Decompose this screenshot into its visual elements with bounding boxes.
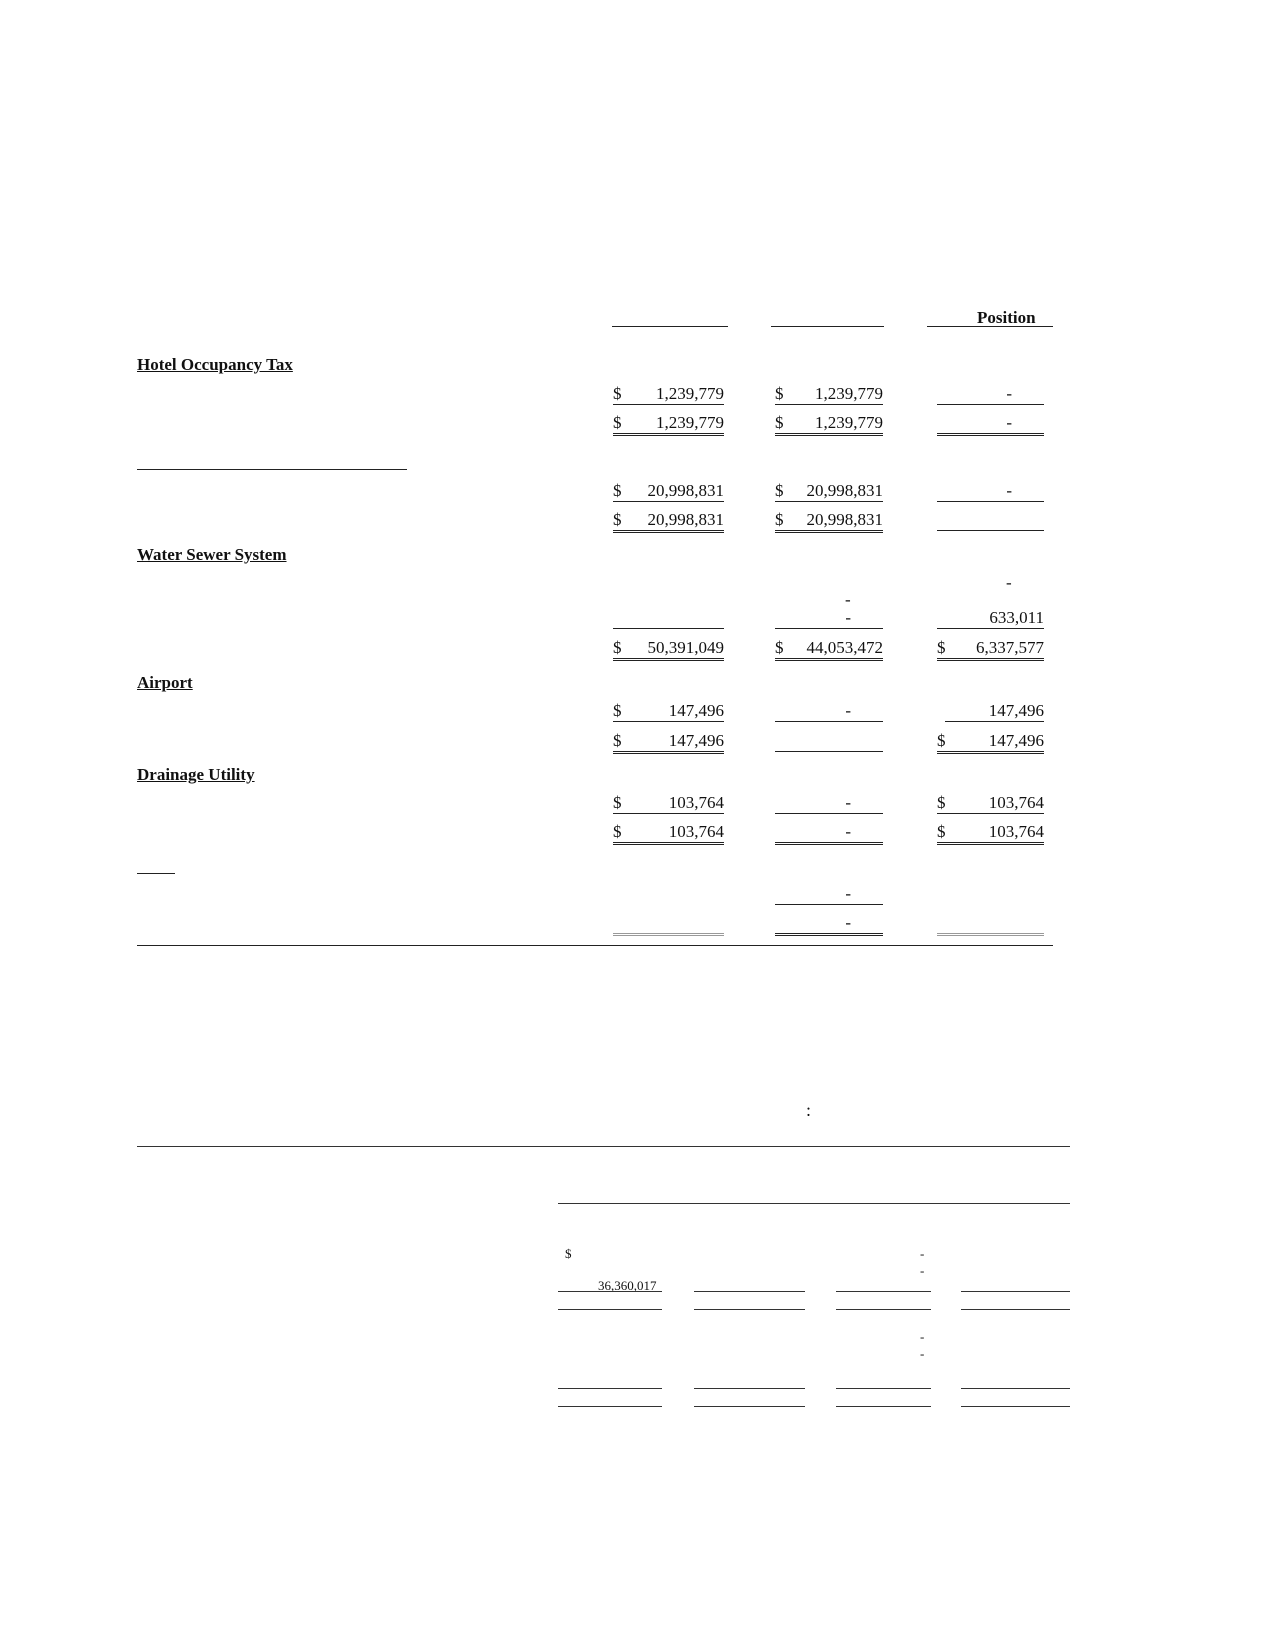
column-3-header-rule [927,326,1053,327]
water-row3-col3: 633,011 [937,608,1044,629]
hotel-row1-col1: $ 1,239,779 [613,384,724,403]
lower-rule-c2-b [694,1309,805,1310]
lower-currency-symbol: $ [565,1246,572,1261]
airport-row1-col1: $ 147,496 [613,701,724,720]
lower-rule-c2-c [694,1388,805,1389]
hotel-total-col2: $ 1,239,779 [775,413,883,436]
section2-total-col3 [937,510,1044,531]
section2-row1-col2: $ 20,998,831 [775,481,883,500]
airport-total-col2 [775,731,883,752]
lower-rule-c4-c [961,1388,1070,1389]
lower-dash-b: - [920,1263,925,1278]
section2-row1-col1: $ 20,998,831 [613,481,724,500]
section-title-underline-2 [137,469,407,470]
section2-row1-col3: - [937,481,1044,502]
section2-total-col1: $ 20,998,831 [613,510,724,533]
table-bottom-rule [137,945,1053,946]
lower-rule-c4-d [961,1406,1070,1407]
last-row1-col2: - [775,884,883,905]
section-title-airport: Airport [137,673,193,692]
drainage-row1-col2: - [775,793,883,814]
drainage-row1-col1: $ 103,764 [613,793,724,812]
water-total-col2: $ 44,053,472 [775,638,883,661]
lower-section-rule [137,1146,1070,1147]
section-title-water-sewer-system: Water Sewer System [137,545,287,564]
hotel-row1-col2: $ 1,239,779 [775,384,883,403]
water-row2-col2: - [845,590,851,609]
lower-rule-c3-b [836,1309,931,1310]
last-total-col2: - [775,913,883,936]
drainage-row1-col3: $ 103,764 [937,793,1044,812]
hotel-row1-col3: - [937,384,1044,405]
airport-total-col3: $ 147,496 [937,731,1044,754]
water-row3-col2: - [775,608,883,629]
drainage-total-col1: $ 103,764 [613,822,724,845]
lower-rule-c4-b [961,1309,1070,1310]
section2-total-col2: $ 20,998,831 [775,510,883,533]
lower-dash-d: - [920,1346,925,1361]
column-2-header-rule [771,326,884,327]
section-title-underline-last [137,873,175,874]
airport-total-col1: $ 147,496 [613,731,724,754]
lower-table-header-rule [558,1203,1070,1204]
colon-mark: : [806,1100,812,1120]
lower-dash-c: - [920,1329,925,1344]
lower-rule-c1-b [558,1309,662,1310]
lower-rule-c1-d [558,1406,662,1407]
hotel-total-col1: $ 1,239,779 [613,413,724,436]
lower-rule-c2-a [694,1291,805,1292]
lower-rule-c3-a [836,1291,931,1292]
water-total-col3: $ 6,337,577 [937,638,1044,661]
drainage-total-col2: - [775,822,883,845]
water-row1-col3: - [1006,573,1012,592]
lower-rule-c2-d [694,1406,805,1407]
last-total-col1 [613,913,724,936]
airport-row1-col3: 147,496 [945,701,1044,722]
section-title-hotel-occupancy-tax: Hotel Occupancy Tax [137,355,293,374]
lower-value: 36,360,017 [598,1278,657,1293]
water-row3-col1 [613,608,724,629]
lower-rule-c1-a [558,1291,662,1292]
water-total-col1: $ 50,391,049 [613,638,724,661]
last-total-col3 [937,913,1044,936]
lower-dash-a: - [920,1246,925,1261]
lower-rule-c4-a [961,1291,1070,1292]
column-3-header-position: Position [977,308,1036,327]
column-1-header-rule [612,326,728,327]
drainage-total-col3: $ 103,764 [937,822,1044,845]
hotel-total-col3: - [937,413,1044,436]
lower-rule-c1-c [558,1388,662,1389]
airport-row1-col2: - [775,701,883,722]
lower-rule-c3-d [836,1406,931,1407]
section-title-drainage-utility: Drainage Utility [137,765,255,784]
lower-rule-c3-c [836,1388,931,1389]
